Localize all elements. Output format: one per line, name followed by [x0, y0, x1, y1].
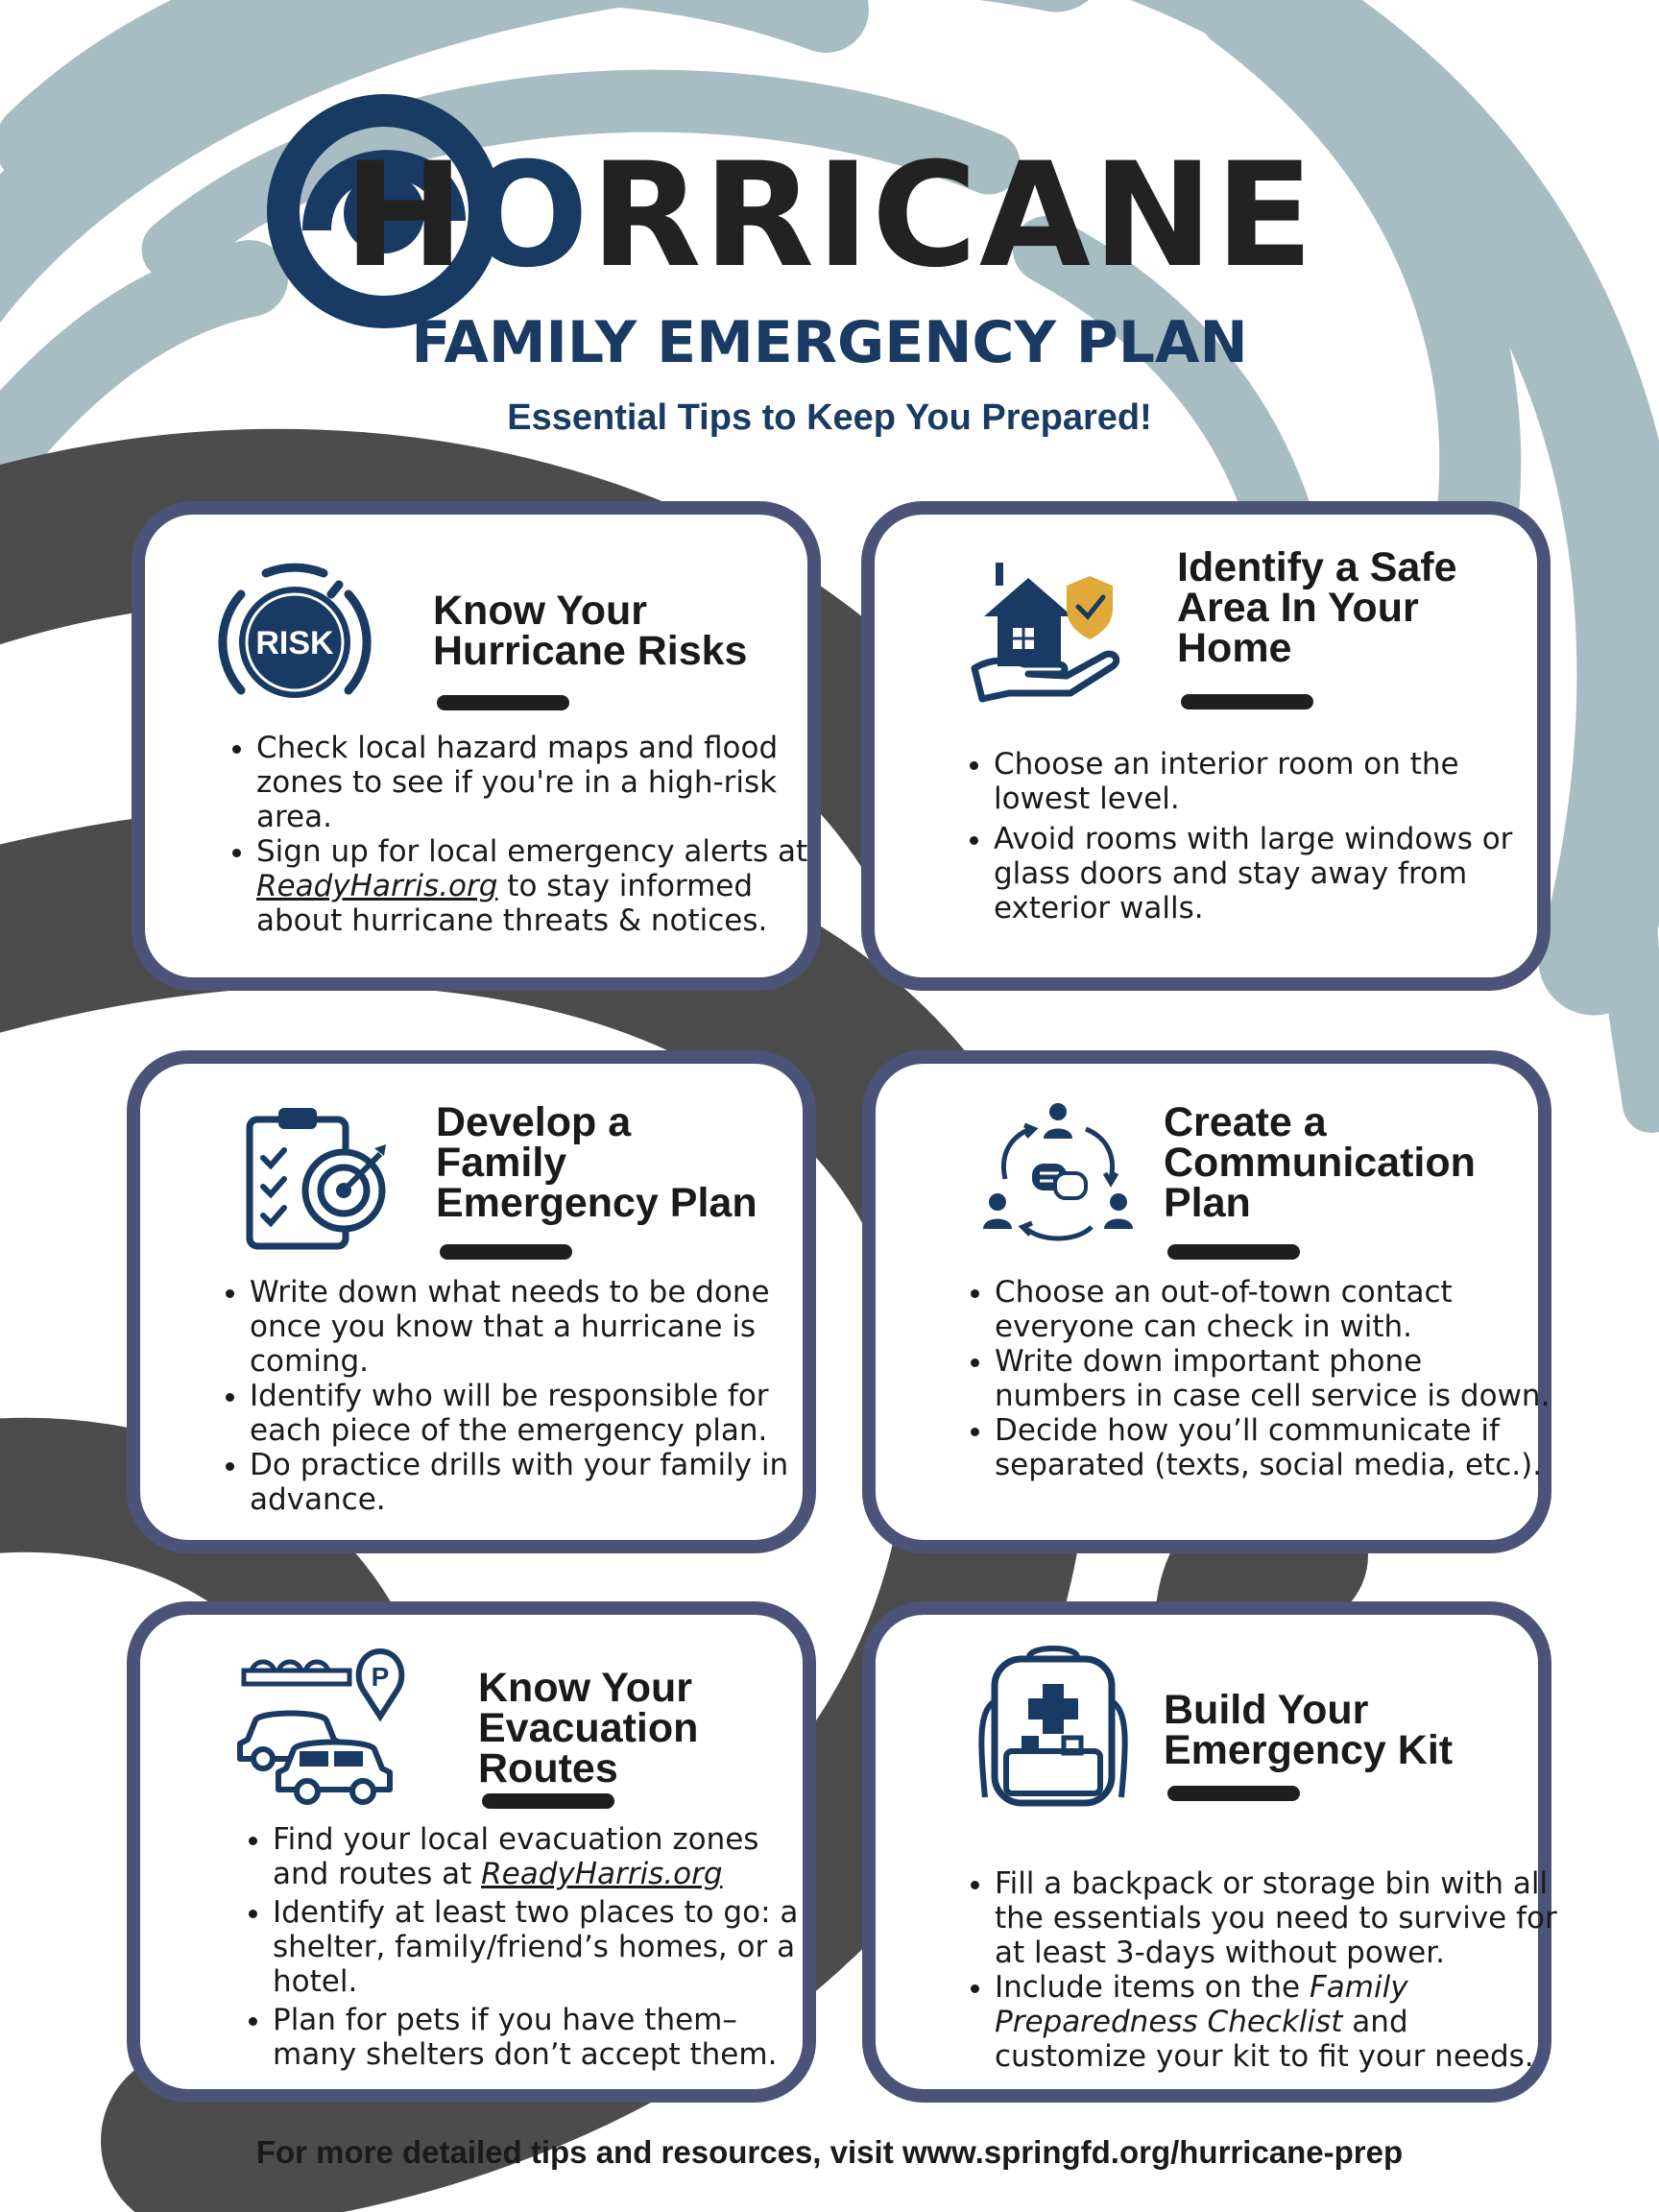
list-item: • Plan for pets if you have them–many shelters don’t accept them.: [273, 2003, 820, 2072]
bullet-list: [962, 1275, 1561, 1482]
card-title: Build Your Emergency Kit: [1164, 1687, 1454, 1773]
title-underline: [437, 695, 569, 710]
list-item: • Avoid rooms with large windows or glass doors and stay away from exterior walls.: [994, 822, 1551, 926]
card-create-communication-plan: [862, 1050, 1551, 1553]
list-item: • Do practice drills with your family in advance.: [250, 1448, 816, 1517]
backpack-kit-icon: [972, 1644, 1135, 1816]
svg-text:P: P: [371, 1662, 390, 1692]
list-item: • Choose an interior room on the lowest level.: [994, 747, 1551, 816]
house-shield-hand-icon: [971, 553, 1124, 707]
footer-resources: For more detailed tips and resources, visit www.springfd.org/hurricane-prep: [255, 2134, 1404, 2170]
bullet-list: [217, 1275, 816, 1517]
bullet-list: [962, 1866, 1561, 2074]
list-item: • Identify who will be responsible for each piece of the emergency plan.: [250, 1379, 816, 1448]
communication-cycle-icon: [976, 1093, 1140, 1256]
ready-harris-link[interactable]: ReadyHarris.org: [256, 869, 498, 903]
card-title: Identify a Safe Area In Your Home: [1177, 544, 1457, 671]
card-title: Know Your Evacuation Routes: [478, 1665, 699, 1791]
card-title: Create a Communication Plan: [1164, 1099, 1476, 1226]
list-item: • Write down what needs to be done once you know that a hurricane is coming.: [250, 1275, 816, 1379]
tagline: Essential Tips to Keep You Prepared!: [507, 397, 1152, 438]
bullet-list: [240, 1822, 820, 2072]
list-item: • Include items on the Family Preparedness Checklist and customize your kit to fit your needs.: [995, 1970, 1561, 2074]
clipboard-target-icon: [240, 1100, 394, 1254]
title-underline: [440, 1244, 572, 1260]
bullet-list: [224, 731, 813, 938]
card-know-your-hurricane-risks: [132, 501, 821, 991]
card-develop-family-plan: [127, 1050, 816, 1553]
subtitle: FAMILY EMERGENCY PLAN: [411, 309, 1248, 376]
list-item: • Find your local evacuation zones and routes at ReadyHarris.org: [273, 1822, 820, 1891]
title-underline: [482, 1793, 614, 1809]
list-item: • Fill a backpack or storage bin with all the essentials you need to survive for at least 3-days without power.: [995, 1866, 1561, 1970]
title-underline: [1167, 1244, 1300, 1260]
card-identify-safe-area: [861, 501, 1551, 991]
list-item: • Write down important phone numbers in case cell service is down.: [995, 1344, 1561, 1413]
list-item: • Sign up for local emergency alerts at ReadyHarris.org to stay informed about hurricane threats & notices.: [256, 834, 813, 938]
list-item: • Identify at least two places to go: a shelter, family/friend’s homes, or a hotel.: [273, 1895, 820, 1999]
bullet-list: [961, 747, 1551, 926]
ready-harris-link[interactable]: ReadyHarris.org: [481, 1857, 723, 1891]
card-title: Develop a Family Emergency Plan: [436, 1099, 757, 1226]
card-know-evacuation-routes: [127, 1601, 816, 2103]
list-item: • Decide how you’ll communicate if separated (texts, social media, etc.).: [995, 1413, 1561, 1482]
title-underline: [1167, 1786, 1300, 1801]
title-underline: [1181, 694, 1313, 709]
evacuation-cars-icon: [236, 1644, 419, 1816]
svg-text:RISK: RISK: [255, 625, 334, 661]
main-title: HORRICANE: [343, 132, 1316, 300]
list-item: • Check local hazard maps and flood zones to see if you're in a high-risk area.: [256, 731, 813, 834]
card-build-emergency-kit: [862, 1601, 1557, 2103]
card-title: Know Your Hurricane Risks: [433, 588, 748, 674]
risk-gauge-icon: [208, 556, 381, 729]
list-item: • Choose an out-of-town contact everyone can check in with.: [995, 1275, 1561, 1344]
